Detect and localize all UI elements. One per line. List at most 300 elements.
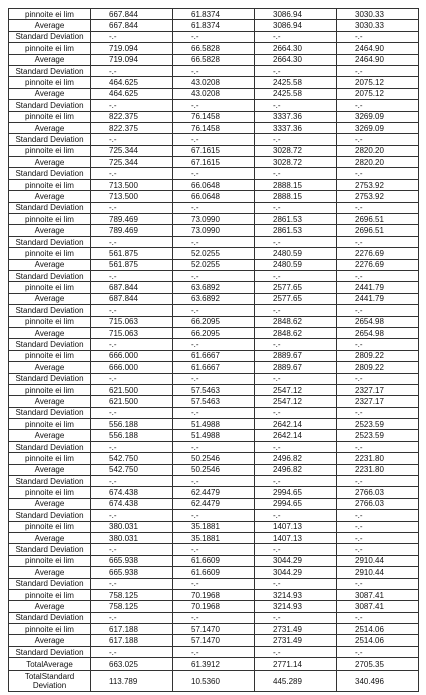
value-cell-col3: 1407.13 — [255, 521, 337, 532]
data-table — [8, 8, 419, 692]
value-cell-col3: -.- — [255, 65, 337, 76]
pinnoite-row — [9, 453, 419, 464]
value-cell-col1: 725.344 — [91, 145, 173, 156]
value-cell-col3: -.- — [255, 441, 337, 452]
row-label-cell: Average — [9, 157, 91, 168]
value-cell-col4: -.- — [337, 476, 419, 487]
value-cell-col4: 2441.79 — [337, 282, 419, 293]
value-cell-col2: 50.2546 — [173, 453, 255, 464]
row-label-cell: Average — [9, 567, 91, 578]
value-cell-col1: -.- — [91, 134, 173, 145]
value-cell-col3: -.- — [255, 544, 337, 555]
value-cell-col2: 62.4479 — [173, 487, 255, 498]
value-cell-col3: 3214.93 — [255, 589, 337, 600]
value-cell-col2: 61.6667 — [173, 350, 255, 361]
value-cell-col3: -.- — [255, 612, 337, 623]
value-cell-col1: 380.031 — [91, 521, 173, 532]
row-label-cell: Average — [9, 54, 91, 65]
value-cell-col1: 822.375 — [91, 111, 173, 122]
standard-deviation-row — [9, 544, 419, 555]
value-cell-col1: 464.625 — [91, 88, 173, 99]
value-cell-col2: 66.5828 — [173, 43, 255, 54]
value-cell-col2: 50.2546 — [173, 464, 255, 475]
average-row — [9, 601, 419, 612]
row-label-cell: Average — [9, 464, 91, 475]
average-row — [9, 567, 419, 578]
value-cell-col1: -.- — [91, 168, 173, 179]
value-cell-col4: 2514.06 — [337, 624, 419, 635]
standard-deviation-row — [9, 476, 419, 487]
value-cell-col2: 66.2095 — [173, 316, 255, 327]
average-row — [9, 88, 419, 99]
value-cell-col4: 2523.59 — [337, 419, 419, 430]
value-cell-col1: -.- — [91, 373, 173, 384]
value-cell-col4: 2753.92 — [337, 179, 419, 190]
value-cell-col4: 2654.98 — [337, 316, 419, 327]
row-label-cell: Average — [9, 362, 91, 373]
pinnoite-row — [9, 179, 419, 190]
value-cell-col2: -.- — [173, 236, 255, 247]
total-standard-deviation-row — [9, 671, 419, 692]
value-cell-col3: 3086.94 — [255, 9, 337, 20]
value-cell-col2: -.- — [173, 202, 255, 213]
value-cell-col4: -.- — [337, 31, 419, 42]
value-cell-col1: -.- — [91, 31, 173, 42]
standard-deviation-row — [9, 31, 419, 42]
pinnoite-row — [9, 282, 419, 293]
value-cell-col1: -.- — [91, 270, 173, 281]
pinnoite-row — [9, 555, 419, 566]
value-cell-col2: 52.0255 — [173, 248, 255, 259]
row-label-cell: Standard Deviation — [9, 236, 91, 247]
average-row — [9, 430, 419, 441]
value-cell-col4: 2327.17 — [337, 396, 419, 407]
row-label-cell: Standard Deviation — [9, 100, 91, 111]
value-cell-col3: 2848.62 — [255, 327, 337, 338]
value-cell-col3: -.- — [255, 236, 337, 247]
value-cell-col3: -.- — [255, 578, 337, 589]
value-cell-col4: -.- — [337, 65, 419, 76]
value-cell-col3: 2642.14 — [255, 430, 337, 441]
average-row — [9, 293, 419, 304]
value-cell-col2: 70.1968 — [173, 589, 255, 600]
average-row — [9, 327, 419, 338]
row-label-cell: TotalStandard Deviation — [9, 671, 91, 692]
average-row — [9, 54, 419, 65]
value-cell-col3: -.- — [255, 646, 337, 657]
value-cell-col4: 2654.98 — [337, 327, 419, 338]
value-cell-col3: -.- — [255, 31, 337, 42]
value-cell-col1: 713.500 — [91, 191, 173, 202]
value-cell-col1: -.- — [91, 578, 173, 589]
value-cell-col1: 665.938 — [91, 567, 173, 578]
value-cell-col1: 556.188 — [91, 430, 173, 441]
row-label-cell: Average — [9, 293, 91, 304]
value-cell-col2: 61.8374 — [173, 9, 255, 20]
standard-deviation-row — [9, 100, 419, 111]
row-label-cell: pinnoite ei lim — [9, 43, 91, 54]
row-label-cell: Average — [9, 396, 91, 407]
standard-deviation-row — [9, 612, 419, 623]
value-cell-col3: 2731.49 — [255, 635, 337, 646]
row-label-cell: Standard Deviation — [9, 407, 91, 418]
row-label-cell: pinnoite ei lim — [9, 521, 91, 532]
value-cell-col4: 2766.03 — [337, 487, 419, 498]
value-cell-col1: -.- — [91, 646, 173, 657]
value-cell-col2: 66.2095 — [173, 327, 255, 338]
value-cell-col1: 674.438 — [91, 487, 173, 498]
value-cell-col1: -.- — [91, 407, 173, 418]
value-cell-col2: 35.1881 — [173, 532, 255, 543]
value-cell-col4: -.- — [337, 270, 419, 281]
standard-deviation-row — [9, 339, 419, 350]
value-cell-col4: 2910.44 — [337, 555, 419, 566]
value-cell-col1: -.- — [91, 612, 173, 623]
row-label-cell: Standard Deviation — [9, 168, 91, 179]
standard-deviation-row — [9, 168, 419, 179]
value-cell-col3: 2496.82 — [255, 453, 337, 464]
value-cell-col2: 67.1615 — [173, 145, 255, 156]
average-row — [9, 122, 419, 133]
row-label-cell: pinnoite ei lim — [9, 111, 91, 122]
value-cell-col1: -.- — [91, 100, 173, 111]
value-cell-col4: 3087.41 — [337, 589, 419, 600]
value-cell-col1: -.- — [91, 441, 173, 452]
pinnoite-row — [9, 521, 419, 532]
value-cell-col1: -.- — [91, 202, 173, 213]
value-cell-col4: -.- — [337, 305, 419, 316]
value-cell-col2: 66.0648 — [173, 191, 255, 202]
average-row — [9, 362, 419, 373]
standard-deviation-row — [9, 134, 419, 145]
value-cell-col4: 2327.17 — [337, 384, 419, 395]
value-cell-col2: 61.6609 — [173, 567, 255, 578]
value-cell-col2: -.- — [173, 441, 255, 452]
value-cell-col2: -.- — [173, 339, 255, 350]
row-label-cell: pinnoite ei lim — [9, 624, 91, 635]
value-cell-col4: -.- — [337, 168, 419, 179]
value-cell-col2: 76.1458 — [173, 111, 255, 122]
value-cell-col3: 2496.82 — [255, 464, 337, 475]
value-cell-col2: 62.4479 — [173, 498, 255, 509]
value-cell-col2: 73.0990 — [173, 225, 255, 236]
value-cell-col2: -.- — [173, 373, 255, 384]
value-cell-col4: 2820.20 — [337, 157, 419, 168]
value-cell-col1: 758.125 — [91, 589, 173, 600]
row-label-cell: pinnoite ei lim — [9, 282, 91, 293]
row-label-cell: pinnoite ei lim — [9, 419, 91, 430]
value-cell-col3: 2664.30 — [255, 43, 337, 54]
value-cell-col4: -.- — [337, 510, 419, 521]
value-cell-col3: -.- — [255, 305, 337, 316]
value-cell-col1: 665.938 — [91, 555, 173, 566]
value-cell-col2: 61.8374 — [173, 20, 255, 31]
value-cell-col3: 2425.58 — [255, 77, 337, 88]
value-cell-col1: 719.094 — [91, 54, 173, 65]
row-label-cell: pinnoite ei lim — [9, 9, 91, 20]
value-cell-col2: 76.1458 — [173, 122, 255, 133]
average-row — [9, 157, 419, 168]
value-cell-col2: -.- — [173, 646, 255, 657]
value-cell-col3: -.- — [255, 100, 337, 111]
row-label-cell: Standard Deviation — [9, 202, 91, 213]
value-cell-col1: 666.000 — [91, 350, 173, 361]
value-cell-col4: 3087.41 — [337, 601, 419, 612]
value-cell-col3: 2547.12 — [255, 384, 337, 395]
value-cell-col1: 542.750 — [91, 464, 173, 475]
value-cell-col1: 663.025 — [91, 658, 173, 671]
value-cell-col1: 715.063 — [91, 327, 173, 338]
value-cell-col1: 667.844 — [91, 20, 173, 31]
value-cell-col1: -.- — [91, 339, 173, 350]
value-cell-col1: 789.469 — [91, 225, 173, 236]
value-cell-col4: 2464.90 — [337, 43, 419, 54]
value-cell-col3: 2547.12 — [255, 396, 337, 407]
value-cell-col1: 621.500 — [91, 396, 173, 407]
value-cell-col2: -.- — [173, 100, 255, 111]
value-cell-col3: 2861.53 — [255, 225, 337, 236]
value-cell-col4: 2766.03 — [337, 498, 419, 509]
pinnoite-row — [9, 384, 419, 395]
standard-deviation-row — [9, 407, 419, 418]
value-cell-col1: -.- — [91, 510, 173, 521]
value-cell-col4: 2441.79 — [337, 293, 419, 304]
value-cell-col3: 3086.94 — [255, 20, 337, 31]
pinnoite-row — [9, 419, 419, 430]
value-cell-col4: -.- — [337, 441, 419, 452]
value-cell-col4: -.- — [337, 521, 419, 532]
value-cell-col2: 63.6892 — [173, 293, 255, 304]
row-label-cell: pinnoite ei lim — [9, 487, 91, 498]
value-cell-col3: 2889.67 — [255, 350, 337, 361]
value-cell-col1: 556.188 — [91, 419, 173, 430]
row-label-cell: Standard Deviation — [9, 270, 91, 281]
value-cell-col2: 66.5828 — [173, 54, 255, 65]
value-cell-col3: 2480.59 — [255, 248, 337, 259]
value-cell-col4: 2523.59 — [337, 430, 419, 441]
value-cell-col3: 2861.53 — [255, 214, 337, 225]
value-cell-col3: 2888.15 — [255, 191, 337, 202]
value-cell-col2: -.- — [173, 544, 255, 555]
pinnoite-row — [9, 350, 419, 361]
value-cell-col2: 61.6667 — [173, 362, 255, 373]
average-row — [9, 464, 419, 475]
value-cell-col4: 3030.33 — [337, 20, 419, 31]
value-cell-col3: 3028.72 — [255, 145, 337, 156]
row-label-cell: Average — [9, 225, 91, 236]
row-label-cell: pinnoite ei lim — [9, 214, 91, 225]
value-cell-col2: 52.0255 — [173, 259, 255, 270]
pinnoite-row — [9, 624, 419, 635]
value-cell-col2: 67.1615 — [173, 157, 255, 168]
value-cell-col3: 2664.30 — [255, 54, 337, 65]
value-cell-col3: 445.289 — [255, 671, 337, 692]
value-cell-col2: -.- — [173, 407, 255, 418]
value-cell-col3: 2994.65 — [255, 498, 337, 509]
row-label-cell: Average — [9, 20, 91, 31]
value-cell-col3: 2577.65 — [255, 282, 337, 293]
row-label-cell: Average — [9, 259, 91, 270]
value-cell-col2: -.- — [173, 476, 255, 487]
standard-deviation-row — [9, 202, 419, 213]
value-cell-col3: 2731.49 — [255, 624, 337, 635]
value-cell-col1: 758.125 — [91, 601, 173, 612]
value-cell-col1: 719.094 — [91, 43, 173, 54]
value-cell-col4: 2705.35 — [337, 658, 419, 671]
value-cell-col2: 35.1881 — [173, 521, 255, 532]
value-cell-col3: -.- — [255, 270, 337, 281]
value-cell-col1: 617.188 — [91, 635, 173, 646]
standard-deviation-row — [9, 578, 419, 589]
value-cell-col3: -.- — [255, 407, 337, 418]
value-cell-col2: 43.0208 — [173, 77, 255, 88]
value-cell-col1: 666.000 — [91, 362, 173, 373]
value-cell-col1: 542.750 — [91, 453, 173, 464]
average-row — [9, 225, 419, 236]
value-cell-col4: 3269.09 — [337, 111, 419, 122]
value-cell-col1: 621.500 — [91, 384, 173, 395]
row-label-cell: TotalAverage — [9, 658, 91, 671]
table-body — [9, 9, 419, 692]
value-cell-col2: 51.4988 — [173, 419, 255, 430]
pinnoite-row — [9, 316, 419, 327]
value-cell-col1: 715.063 — [91, 316, 173, 327]
value-cell-col4: -.- — [337, 100, 419, 111]
standard-deviation-row — [9, 270, 419, 281]
pinnoite-row — [9, 9, 419, 20]
value-cell-col4: -.- — [337, 532, 419, 543]
value-cell-col4: -.- — [337, 134, 419, 145]
value-cell-col3: 2425.58 — [255, 88, 337, 99]
value-cell-col2: -.- — [173, 578, 255, 589]
value-cell-col4: 2820.20 — [337, 145, 419, 156]
average-row — [9, 498, 419, 509]
row-label-cell: pinnoite ei lim — [9, 350, 91, 361]
value-cell-col2: 57.1470 — [173, 635, 255, 646]
row-label-cell: pinnoite ei lim — [9, 248, 91, 259]
value-cell-col4: 2075.12 — [337, 77, 419, 88]
value-cell-col2: -.- — [173, 31, 255, 42]
pinnoite-row — [9, 77, 419, 88]
average-row — [9, 191, 419, 202]
value-cell-col4: -.- — [337, 578, 419, 589]
value-cell-col1: -.- — [91, 65, 173, 76]
value-cell-col2: -.- — [173, 168, 255, 179]
row-label-cell: Standard Deviation — [9, 134, 91, 145]
value-cell-col2: -.- — [173, 270, 255, 281]
average-row — [9, 532, 419, 543]
value-cell-col3: 3337.36 — [255, 122, 337, 133]
pinnoite-row — [9, 111, 419, 122]
value-cell-col1: 687.844 — [91, 282, 173, 293]
value-cell-col1: 713.500 — [91, 179, 173, 190]
value-cell-col2: -.- — [173, 612, 255, 623]
value-cell-col4: 2809.22 — [337, 362, 419, 373]
value-cell-col4: 2514.06 — [337, 635, 419, 646]
value-cell-col2: -.- — [173, 65, 255, 76]
value-cell-col1: 464.625 — [91, 77, 173, 88]
value-cell-col1: -.- — [91, 305, 173, 316]
standard-deviation-row — [9, 305, 419, 316]
row-label-cell: Standard Deviation — [9, 578, 91, 589]
row-label-cell: Standard Deviation — [9, 31, 91, 42]
value-cell-col4: 3269.09 — [337, 122, 419, 133]
value-cell-col3: -.- — [255, 134, 337, 145]
value-cell-col2: -.- — [173, 134, 255, 145]
standard-deviation-row — [9, 646, 419, 657]
value-cell-col3: -.- — [255, 510, 337, 521]
value-cell-col4: 2464.90 — [337, 54, 419, 65]
value-cell-col4: -.- — [337, 373, 419, 384]
row-label-cell: Standard Deviation — [9, 339, 91, 350]
row-label-cell: Average — [9, 532, 91, 543]
value-cell-col4: 2276.69 — [337, 259, 419, 270]
average-row — [9, 259, 419, 270]
row-label-cell: Average — [9, 191, 91, 202]
value-cell-col1: 561.875 — [91, 248, 173, 259]
value-cell-col2: 51.4988 — [173, 430, 255, 441]
value-cell-col1: 789.469 — [91, 214, 173, 225]
value-cell-col2: 61.3912 — [173, 658, 255, 671]
value-cell-col4: -.- — [337, 202, 419, 213]
standard-deviation-row — [9, 65, 419, 76]
value-cell-col4: -.- — [337, 544, 419, 555]
value-cell-col2: 43.0208 — [173, 88, 255, 99]
value-cell-col4: -.- — [337, 612, 419, 623]
value-cell-col2: -.- — [173, 305, 255, 316]
row-label-cell: pinnoite ei lim — [9, 179, 91, 190]
average-row — [9, 20, 419, 31]
row-label-cell: Standard Deviation — [9, 305, 91, 316]
value-cell-col3: 2888.15 — [255, 179, 337, 190]
value-cell-col1: 380.031 — [91, 532, 173, 543]
value-cell-col3: 2994.65 — [255, 487, 337, 498]
value-cell-col4: 2910.44 — [337, 567, 419, 578]
average-row — [9, 396, 419, 407]
value-cell-col3: -.- — [255, 202, 337, 213]
value-cell-col4: 2696.51 — [337, 214, 419, 225]
value-cell-col1: 822.375 — [91, 122, 173, 133]
row-label-cell: Average — [9, 498, 91, 509]
value-cell-col2: 63.6892 — [173, 282, 255, 293]
pinnoite-row — [9, 43, 419, 54]
value-cell-col4: -.- — [337, 407, 419, 418]
value-cell-col4: -.- — [337, 646, 419, 657]
value-cell-col3: 3028.72 — [255, 157, 337, 168]
value-cell-col4: 2809.22 — [337, 350, 419, 361]
value-cell-col3: 3214.93 — [255, 601, 337, 612]
value-cell-col4: -.- — [337, 236, 419, 247]
pinnoite-row — [9, 589, 419, 600]
row-label-cell: pinnoite ei lim — [9, 555, 91, 566]
row-label-cell: Average — [9, 122, 91, 133]
standard-deviation-row — [9, 441, 419, 452]
value-cell-col3: 3337.36 — [255, 111, 337, 122]
row-label-cell: Average — [9, 430, 91, 441]
standard-deviation-row — [9, 510, 419, 521]
value-cell-col3: 2480.59 — [255, 259, 337, 270]
row-label-cell: Average — [9, 327, 91, 338]
standard-deviation-row — [9, 236, 419, 247]
value-cell-col4: 2753.92 — [337, 191, 419, 202]
value-cell-col1: 617.188 — [91, 624, 173, 635]
row-label-cell: pinnoite ei lim — [9, 316, 91, 327]
row-label-cell: Standard Deviation — [9, 612, 91, 623]
value-cell-col4: 2231.80 — [337, 453, 419, 464]
value-cell-col1: 725.344 — [91, 157, 173, 168]
standard-deviation-row — [9, 373, 419, 384]
row-label-cell: Standard Deviation — [9, 646, 91, 657]
